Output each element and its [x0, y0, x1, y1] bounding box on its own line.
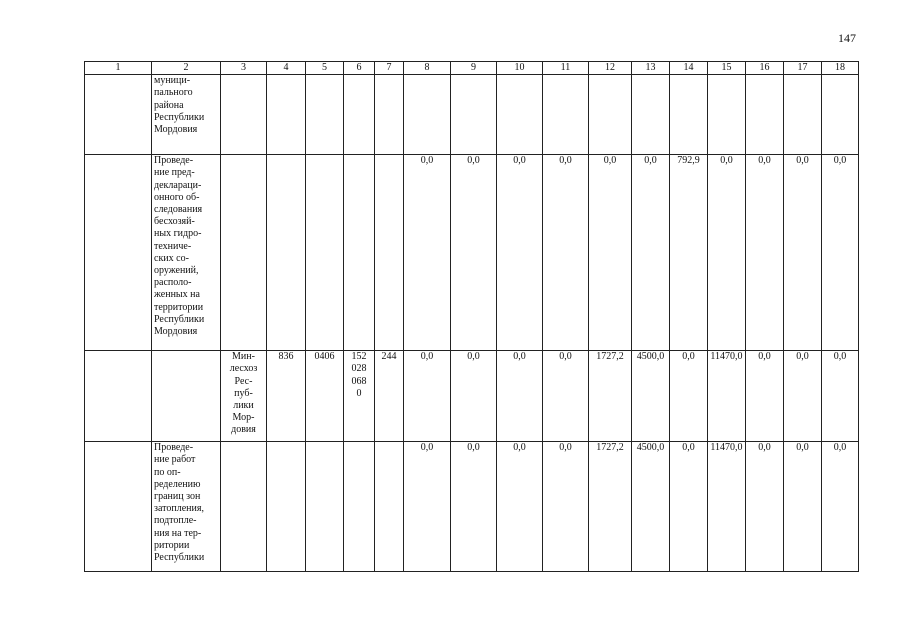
column-number: 15: [708, 62, 746, 75]
column-number: 3: [221, 62, 267, 75]
code-cell: [306, 75, 344, 155]
value-cell: 0,0: [746, 351, 784, 442]
value-cell: [543, 75, 589, 155]
code-cell: 836: [267, 351, 306, 442]
value-cell: 0,0: [708, 155, 746, 351]
value-cell: [746, 75, 784, 155]
table-row: [85, 351, 859, 442]
code-cell: [267, 442, 306, 572]
value-cell: [708, 75, 746, 155]
value-cell: 792,9: [670, 155, 708, 351]
admin-cell: Мин- лесхоз Рес- пуб- лики Мор- довия: [221, 351, 267, 442]
value-cell: 0,0: [746, 155, 784, 351]
value-cell: 0,0: [822, 351, 859, 442]
code-cell: [375, 155, 404, 351]
budget-table: [84, 61, 859, 572]
table-row: [85, 75, 859, 155]
column-number: 12: [589, 62, 632, 75]
code-cell: [375, 75, 404, 155]
name-cell: Проведе- ние работ по оп- ределению границ зон затопления, подтопле- ния на тер- ритории Республики: [152, 442, 221, 572]
value-cell: [784, 75, 822, 155]
column-number: 4: [267, 62, 306, 75]
value-cell: 0,0: [632, 155, 670, 351]
column-number: 2: [152, 62, 221, 75]
column-number: 13: [632, 62, 670, 75]
admin-cell: [221, 442, 267, 572]
value-cell: 1727,2: [589, 442, 632, 572]
code-cell: 152 028 068 0: [344, 351, 375, 442]
code-cell: [306, 155, 344, 351]
name-cell: Проведе- ние пред- декларaци- онного об- следования бесхозяй- ных гидро- техниче- ских со- оружений, располо- женных на территории Республики Мордовия: [152, 155, 221, 351]
value-cell: 0,0: [451, 155, 497, 351]
column-number: 1: [85, 62, 152, 75]
column-number: 10: [497, 62, 543, 75]
table-row: [85, 442, 859, 572]
code-cell: 244: [375, 351, 404, 442]
value-cell: [497, 75, 543, 155]
value-cell: 0,0: [589, 155, 632, 351]
code-cell: 0406: [306, 351, 344, 442]
code-cell: [344, 75, 375, 155]
row-number-cell: [85, 442, 152, 572]
value-cell: 0,0: [451, 351, 497, 442]
page-number: 147: [838, 31, 856, 45]
value-cell: 11470,0: [708, 351, 746, 442]
value-cell: 0,0: [404, 351, 451, 442]
value-cell: 0,0: [497, 155, 543, 351]
code-cell: [375, 442, 404, 572]
value-cell: 0,0: [543, 351, 589, 442]
column-number: 17: [784, 62, 822, 75]
table-row: [85, 155, 859, 351]
name-cell: [152, 351, 221, 442]
admin-cell: [221, 75, 267, 155]
value-cell: 0,0: [404, 155, 451, 351]
value-cell: [822, 75, 859, 155]
code-cell: [267, 75, 306, 155]
admin-cell: [221, 155, 267, 351]
value-cell: 1727,2: [589, 351, 632, 442]
code-cell: [344, 442, 375, 572]
value-cell: 0,0: [543, 155, 589, 351]
value-cell: 11470,0: [708, 442, 746, 572]
value-cell: [589, 75, 632, 155]
column-number: 16: [746, 62, 784, 75]
value-cell: 0,0: [497, 351, 543, 442]
column-number-row: [85, 62, 859, 75]
column-number: 7: [375, 62, 404, 75]
value-cell: 0,0: [784, 351, 822, 442]
code-cell: [267, 155, 306, 351]
row-number-cell: [85, 75, 152, 155]
value-cell: 0,0: [543, 442, 589, 572]
value-cell: [404, 75, 451, 155]
value-cell: 0,0: [670, 442, 708, 572]
code-cell: [306, 442, 344, 572]
value-cell: [632, 75, 670, 155]
table-body: [85, 62, 859, 572]
value-cell: 0,0: [822, 155, 859, 351]
value-cell: 0,0: [404, 442, 451, 572]
value-cell: 4500,0: [632, 351, 670, 442]
value-cell: [451, 75, 497, 155]
value-cell: 0,0: [784, 155, 822, 351]
column-number: 5: [306, 62, 344, 75]
column-number: 9: [451, 62, 497, 75]
value-cell: 0,0: [822, 442, 859, 572]
column-number: 6: [344, 62, 375, 75]
column-number: 14: [670, 62, 708, 75]
value-cell: 0,0: [784, 442, 822, 572]
row-number-cell: [85, 351, 152, 442]
value-cell: 0,0: [670, 351, 708, 442]
value-cell: 0,0: [497, 442, 543, 572]
value-cell: 0,0: [451, 442, 497, 572]
row-number-cell: [85, 155, 152, 351]
column-number: 8: [404, 62, 451, 75]
column-number: 11: [543, 62, 589, 75]
code-cell: [344, 155, 375, 351]
column-number: 18: [822, 62, 859, 75]
value-cell: [670, 75, 708, 155]
value-cell: 4500,0: [632, 442, 670, 572]
value-cell: 0,0: [746, 442, 784, 572]
name-cell: муници- пального района Республики Мордовия: [152, 75, 221, 155]
